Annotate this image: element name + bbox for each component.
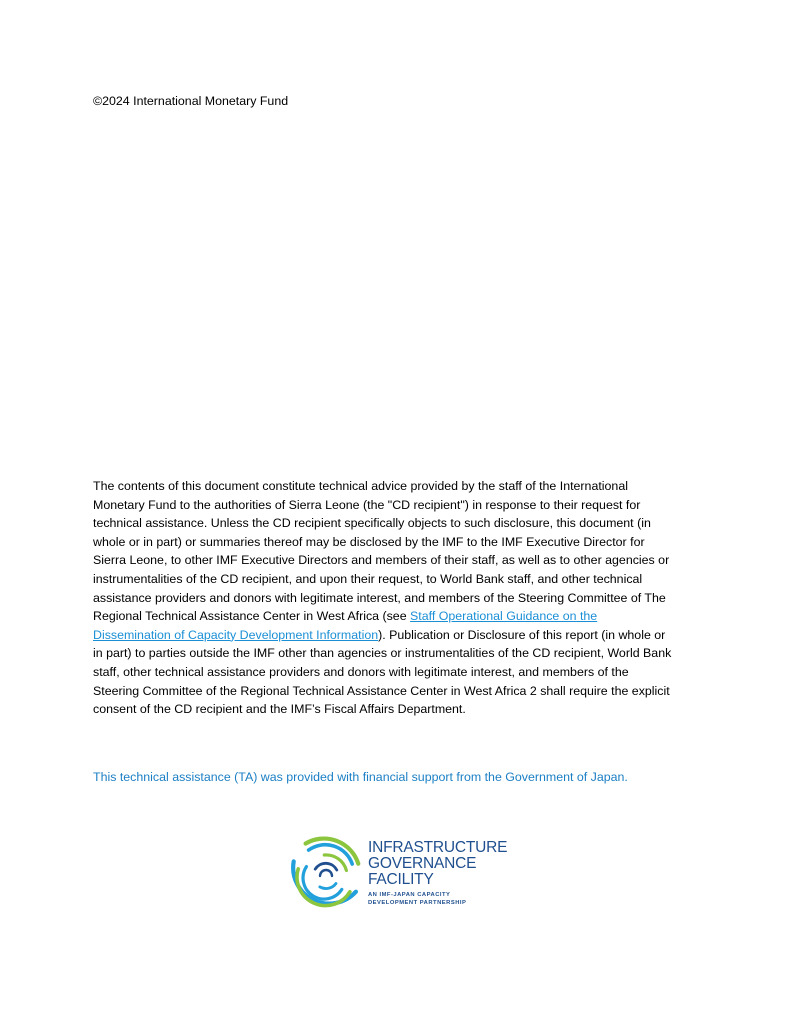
disclaimer-line: Monetary Fund to the authorities of Sierra Leone (the "CD recipient") in response to their request for — [93, 497, 641, 512]
disclaimer-line: whole or in part) or summaries thereof may be disclosed by the IMF to the IMF Executive Director for — [93, 534, 645, 549]
disclaimer-text: ). Publication or Disclosure of this report (in whole or — [378, 627, 666, 642]
logo-subtitle-line: AN IMF-JAPAN CAPACITY — [368, 892, 451, 898]
emblem-core-arc — [320, 870, 332, 876]
logo-title-line: INFRASTRUCTURE — [368, 839, 508, 856]
disclaimer-line: Steering Committee of the Regional Technical Assistance Center in West Africa 2 shall require the explicit — [93, 683, 670, 698]
logo-title-line: GOVERNANCE — [368, 855, 477, 872]
disclaimer-line: The contents of this document constitute technical advice provided by the staff of the International — [93, 479, 628, 493]
logo-title-line: FACILITY — [368, 871, 434, 888]
igf-emblem-icon — [286, 836, 366, 916]
logo-subtitle-line: DEVELOPMENT PARTNERSHIP — [368, 900, 467, 906]
disclaimer-line: assistance providers and donors with legitimate interest, and members of the Steering Committee of The — [93, 590, 666, 605]
disclaimer-paragraph — [93, 477, 708, 719]
disclaimer-line: technical assistance. Unless the CD recipient specifically objects to such disclosure, this document (in — [93, 516, 651, 531]
copyright-notice: ©2024 International Monetary Fund — [93, 94, 289, 108]
disclaimer-line: Sierra Leone, to other IMF Executive Directors and members of their staff, as well as to other agencies or — [93, 553, 670, 568]
guidance-link-continued[interactable]: Dissemination of Capacity Development Information — [93, 627, 379, 642]
igf-logo — [286, 836, 511, 916]
disclaimer-line — [93, 607, 708, 626]
funding-note: This technical assistance (TA) was provided with financial support from the Government of Japan. — [93, 770, 628, 784]
disclaimer-line: consent of the CD recipient and the IMF’s Fiscal Affairs Department. — [93, 702, 466, 717]
guidance-link[interactable]: Staff Operational Guidance on the — [410, 609, 598, 624]
disclaimer-line: staff, other technical assistance providers and donors with legitimate interest, and members of the — [93, 664, 629, 679]
emblem-inner-blue-arc — [320, 884, 336, 889]
disclaimer-line: instrumentalities of the CD recipient, and upon their request, to World Bank staff, and other technical — [93, 571, 643, 586]
disclaimer-line: in part) to parties outside the IMF other than agencies or instrumentalities of the CD recipient, World Bank — [93, 646, 672, 661]
disclaimer-line — [93, 626, 708, 645]
disclaimer-text: Regional Technical Assistance Center in West Africa (see — [93, 609, 411, 624]
